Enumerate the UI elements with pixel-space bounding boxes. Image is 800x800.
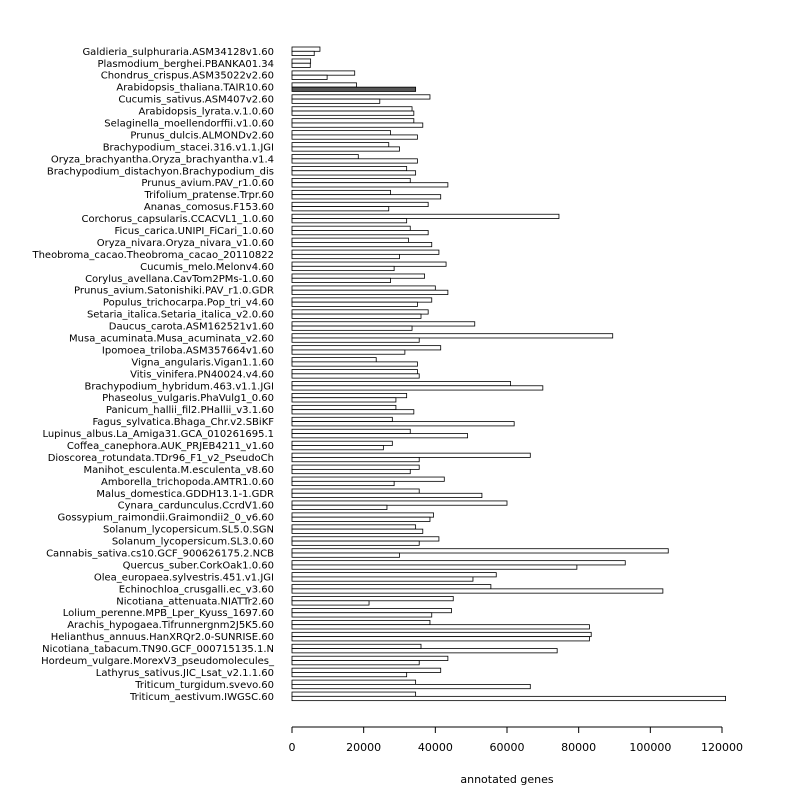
bar	[292, 596, 453, 600]
bar	[292, 561, 625, 565]
bar	[292, 637, 589, 641]
bar	[292, 290, 448, 294]
bar	[292, 202, 428, 206]
bar	[292, 446, 383, 450]
bar	[292, 477, 444, 481]
bar	[292, 226, 410, 230]
category-label: Corchorus_capsularis.CCACVL1_1.0.60	[81, 214, 274, 226]
bar	[292, 517, 430, 521]
category-label: Malus_domestica.GDDH13.1-1.GDR	[96, 488, 274, 500]
bar	[292, 585, 491, 589]
category-label: Oryza_nivara.Oryza_nivara_v1.0.60	[96, 237, 274, 249]
category-label: Amborella_trichopoda.AMTR1.0.60	[101, 476, 274, 488]
bar	[292, 219, 407, 223]
category-label: Prunus_avium.Satonishiki.PAV_r1.0.GDR	[74, 285, 274, 297]
category-label: Nicotiana_attenuata.NIATTr2.60	[116, 596, 274, 608]
bar	[292, 644, 421, 648]
bar	[292, 230, 428, 234]
bar	[292, 489, 419, 493]
bar	[292, 465, 419, 469]
category-label: Triticum_turgidum.svevo.60	[135, 679, 274, 691]
category-label: Chondrus_crispus.ASM35022v2.60	[100, 70, 274, 82]
bar	[292, 632, 591, 636]
bar	[292, 242, 432, 246]
bar	[292, 147, 400, 151]
category-label: Trifolium_pratense.Trpr.60	[144, 190, 274, 202]
bar	[292, 573, 496, 577]
category-label: Brachypodium_stacei.316.v1.1.JGI	[102, 142, 274, 154]
category-label: Cannabis_sativa.cs10.GCF_900626175.2.NCB	[46, 548, 274, 560]
category-label: Fagus_sylvatica.Bhaga_Chr.v2.SBiKF	[92, 417, 274, 429]
category-label: Solanum_lycopersicum.SL3.0.60	[111, 536, 274, 548]
bar	[292, 87, 416, 91]
category-label: Cynara_cardunculus.CcrdV1.60	[117, 500, 274, 512]
bar	[292, 183, 448, 187]
category-label: Lolium_perenne.MPB_Lper_Kyuss_1697.60	[62, 608, 274, 620]
x-tick-label: 20000	[346, 741, 382, 754]
bar	[292, 286, 435, 290]
bar	[292, 469, 410, 473]
bar	[292, 250, 439, 254]
category-label: Phaseolus_vulgaris.PhaVulg1_0.60	[102, 393, 274, 405]
bar	[292, 278, 391, 282]
bar	[292, 501, 507, 505]
x-axis-label: annotated genes	[460, 773, 554, 786]
bar	[292, 322, 475, 326]
bar	[292, 95, 430, 99]
category-label: Musa_acuminata.Musa_acuminata_v2.60	[69, 333, 274, 345]
bar	[292, 314, 421, 318]
bar	[292, 107, 412, 111]
bar	[292, 238, 408, 242]
bar	[292, 405, 396, 409]
category-label: Selaginella_moellendorffii.v1.0.60	[104, 118, 274, 130]
bar	[292, 195, 441, 199]
bar	[292, 111, 414, 115]
bar	[292, 374, 419, 378]
bar	[292, 59, 311, 63]
bar	[292, 649, 557, 653]
bar	[292, 525, 416, 529]
category-label: Vitis_vinifera.PN40024.v4.60	[130, 369, 274, 381]
bar	[292, 696, 726, 700]
category-label: Gossypium_raimondii.Graimondii2_0_v6.60	[57, 512, 274, 524]
bar	[292, 346, 441, 350]
bar	[292, 441, 392, 445]
bar	[292, 131, 391, 135]
category-label: Hordeum_vulgare.MorexV3_pseudomolecules_	[41, 656, 274, 668]
bar	[292, 429, 410, 433]
bar	[292, 529, 423, 533]
bar	[292, 505, 387, 509]
category-label: Triticum_aestivum.IWGSC.60	[130, 691, 274, 703]
category-label: Arachis_hypogaea.Tifrunnergnm2J5K5.60	[67, 620, 274, 632]
category-label: Corylus_avellana.CavTom2PMs-1.0.60	[85, 273, 274, 285]
bar	[292, 178, 410, 182]
bar	[292, 254, 400, 258]
category-label: Populus_trichocarpa.Pop_tri_v4.60	[102, 297, 274, 309]
x-tick-label: 40000	[417, 741, 453, 754]
category-label: Daucus_carota.ASM162521v1.60	[108, 321, 274, 333]
bar	[292, 684, 530, 688]
bar	[292, 434, 468, 438]
bar	[292, 155, 358, 159]
bar	[292, 166, 407, 170]
bar	[292, 493, 482, 497]
category-label: Brachypodium_distachyon.Brachypodium_dis	[46, 166, 274, 178]
bar	[292, 541, 419, 545]
bar	[292, 613, 432, 617]
bar	[292, 453, 530, 457]
bar	[292, 83, 357, 87]
bar	[292, 589, 663, 593]
category-label: Theobroma_cacao.Theobroma_cacao_20110822	[32, 249, 274, 261]
x-tick-label: 80000	[561, 741, 597, 754]
bar	[292, 171, 416, 175]
bar	[292, 680, 416, 684]
category-label: Prunus_avium.PAV_r1.0.60	[141, 178, 274, 190]
bar	[292, 513, 434, 517]
bar	[292, 214, 559, 218]
bar	[292, 262, 446, 266]
bar	[292, 310, 428, 314]
bar	[292, 143, 389, 147]
bar	[292, 577, 473, 581]
bar	[292, 386, 543, 390]
category-label: Quercus_suber.CorkOak1.0.60	[122, 560, 274, 572]
category-label: Coffea_canephora.AUK_PRJEB4211_v1.60	[66, 441, 274, 452]
bar	[292, 601, 369, 605]
bar	[292, 656, 448, 660]
bar	[292, 661, 419, 665]
bar	[292, 99, 380, 103]
category-label: Olea_europaea.sylvestris.451.v1.JGI	[93, 572, 274, 584]
bar	[292, 47, 320, 51]
category-label: Vigna_angularis.Vigan1.1.60	[131, 357, 274, 369]
bar	[292, 417, 392, 421]
category-label: Lupinus_albus.La_Amiga31.GCA_010261695.1	[42, 429, 274, 441]
category-label: Setaria_italica.Setaria_italica_v2.0.60	[86, 309, 274, 321]
category-label: Brachypodium_hybridum.463.v1.1.JGI	[84, 381, 274, 393]
bar	[292, 71, 355, 75]
category-label: Ficus_carica.UNIPI_FiCari_1.0.60	[114, 225, 274, 237]
bar	[292, 334, 613, 338]
category-label: Ipomoea_triloba.ASM357664v1.60	[101, 345, 274, 357]
bar	[292, 625, 589, 629]
category-label: Dioscorea_rotundata.TDr96_F1_v2_PseudoCh	[47, 452, 274, 464]
category-label: Arabidopsis_thaliana.TAIR10.60	[116, 82, 274, 94]
category-labels	[31, 47, 275, 703]
bar	[292, 381, 511, 385]
bar	[292, 692, 416, 696]
category-label: Cucumis_sativus.ASM407v2.60	[118, 94, 274, 106]
bar	[292, 393, 407, 397]
bar	[292, 51, 314, 55]
bar	[292, 75, 327, 79]
category-label: Plasmodium_berghei.PBANKA01.34	[97, 58, 274, 70]
category-label: Solanum_lycopersicum.SL5.0.SGN	[102, 524, 274, 536]
bar	[292, 119, 414, 123]
bar	[292, 302, 417, 306]
bar	[292, 135, 417, 139]
bar	[292, 537, 439, 541]
category-label: Helianthus_annuus.HanXRQr2.0-SUNRISE.60	[50, 632, 274, 644]
bar	[292, 398, 396, 402]
bar	[292, 190, 391, 194]
bar	[292, 549, 668, 553]
bar	[292, 350, 405, 354]
category-label: Ananas_comosus.F153.60	[143, 202, 274, 214]
bar	[292, 358, 376, 362]
category-label: Arabidopsis_lyrata.v.1.0.60	[138, 106, 274, 118]
category-label: Panicum_hallii_fil2.PHallii_v3.1.60	[105, 405, 274, 417]
x-tick-label: 0	[288, 741, 296, 754]
category-label: Cucumis_melo.Melonv4.60	[140, 261, 274, 273]
bar	[292, 362, 417, 366]
bar	[292, 123, 423, 127]
bar	[292, 668, 441, 672]
bar	[292, 620, 430, 624]
category-label: Nicotiana_tabacum.TN90.GCF_000715135.1.N	[42, 644, 274, 656]
bar	[292, 63, 310, 67]
bar	[292, 338, 419, 342]
x-axis	[289, 727, 744, 754]
bar	[292, 266, 394, 270]
category-label: Prunus_dulcis.ALMONDv2.60	[130, 130, 274, 142]
category-label: Galdieria_sulphuraria.ASM34128v1.60	[82, 46, 274, 58]
bar	[292, 159, 417, 163]
bar-group	[292, 47, 726, 701]
bar	[292, 207, 389, 211]
bar	[292, 553, 400, 557]
x-tick-label: 100000	[629, 741, 672, 754]
bar	[292, 608, 451, 612]
bar	[292, 326, 412, 330]
category-label: Lathyrus_sativus.JIC_Lsat_v2.1.1.60	[95, 667, 274, 679]
bar	[292, 370, 417, 374]
category-label: Manihot_esculenta.M.esculenta_v8.60	[83, 464, 274, 476]
x-tick-label: 60000	[489, 741, 525, 754]
bar	[292, 672, 407, 676]
bar	[292, 422, 514, 426]
bar	[292, 565, 577, 569]
bar	[292, 410, 414, 414]
bar	[292, 298, 432, 302]
x-tick-label: 120000	[701, 741, 743, 754]
bar	[292, 457, 419, 461]
category-label: Oryza_brachyantha.Oryza_brachyantha.v1.4	[50, 154, 274, 166]
category-label: Echinochloa_crusgalli.ec_v3.60	[118, 584, 274, 596]
bar	[292, 481, 394, 485]
bar	[292, 274, 425, 278]
